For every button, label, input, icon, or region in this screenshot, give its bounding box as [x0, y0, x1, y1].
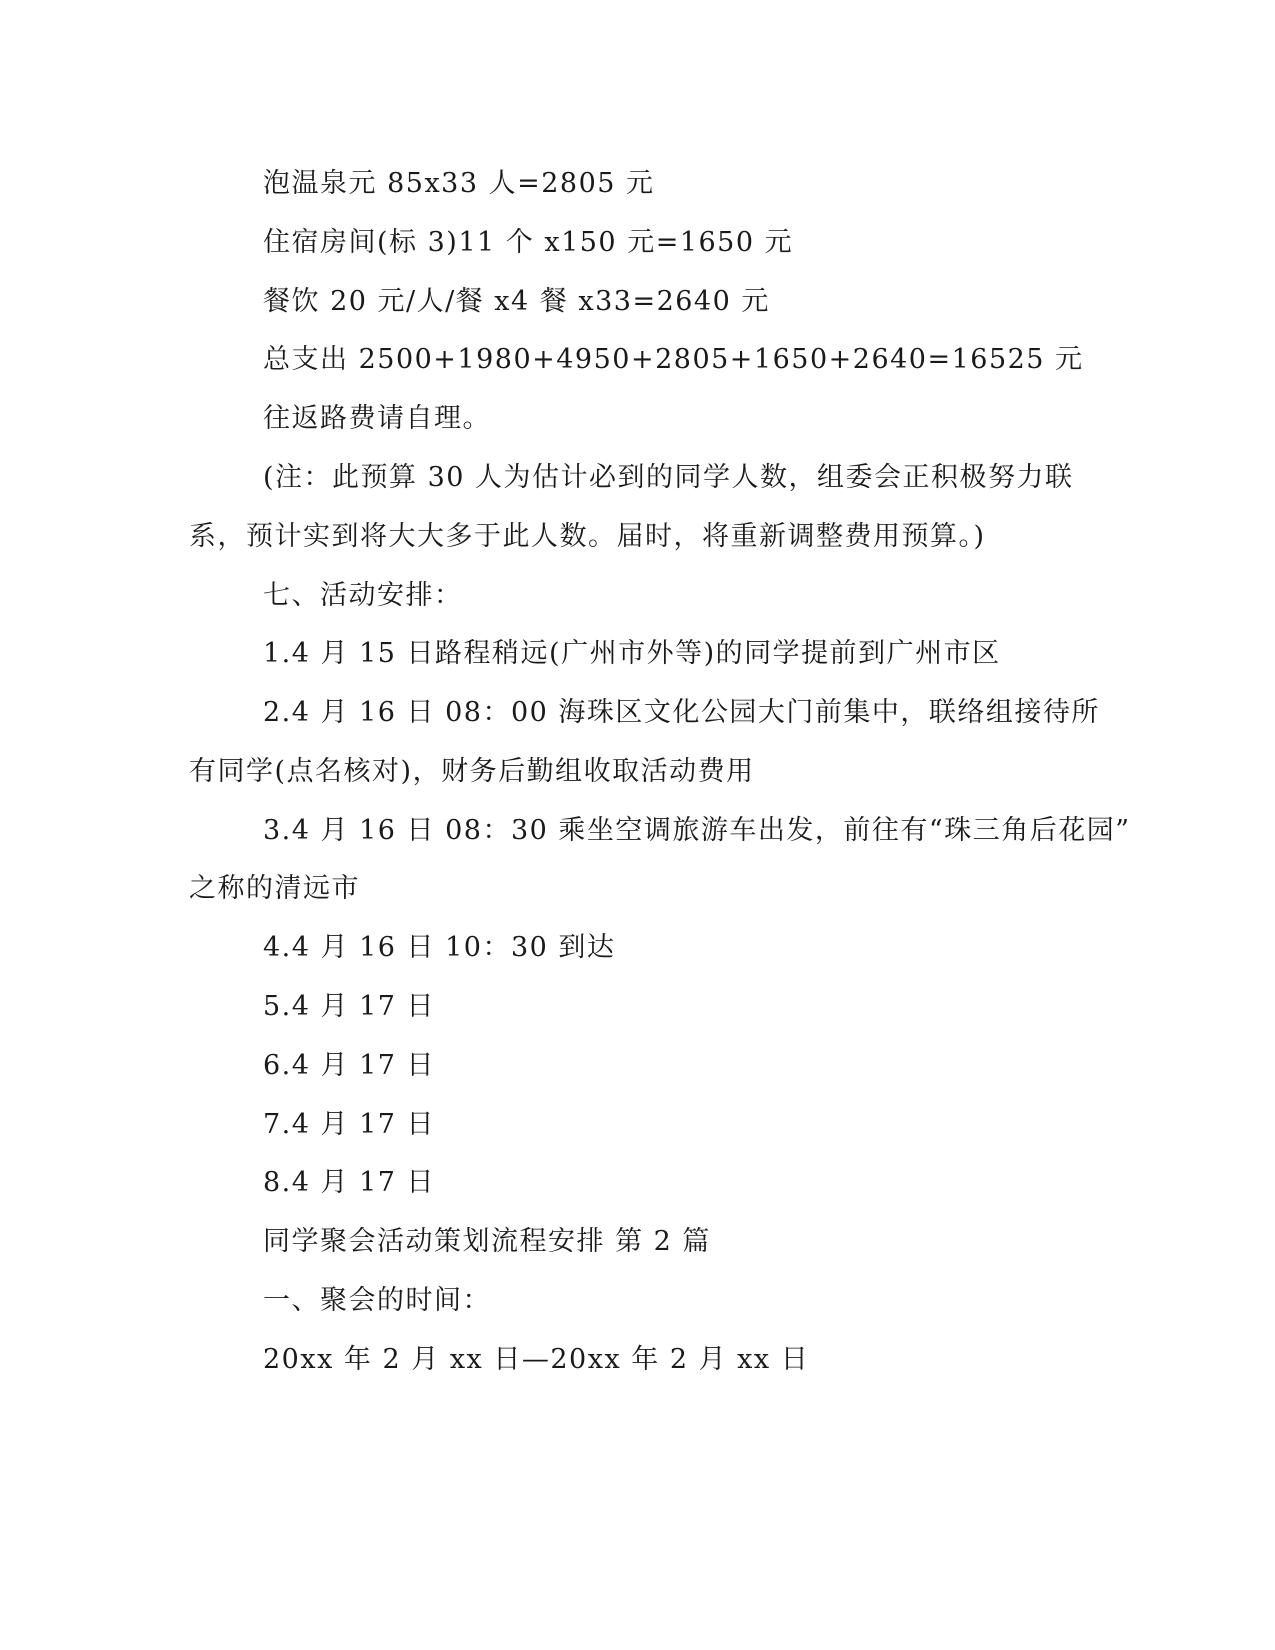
schedule-item-2-line-1: 2.4 月 16 日 08：00 海珠区文化公园大门前集中，联络组接待所 [263, 697, 1100, 728]
gathering-date-range: 20xx 年 2 月 xx 日—20xx 年 2 月 xx 日 [263, 1344, 810, 1375]
schedule-item-1: 1.4 月 15 日路程稍远(广州市外等)的同学提前到广州市区 [263, 638, 1001, 669]
article-title-part-2: 同学聚会活动策划流程安排 第 2 篇 [263, 1226, 711, 1257]
cost-meals: 餐饮 20 元/人/餐 x4 餐 x33=2640 元 [263, 286, 770, 317]
budget-note-line-2: 系，预计实到将大大多于此人数。届时，将重新调整费用预算。) [189, 521, 986, 552]
schedule-item-7: 7.4 月 17 日 [263, 1109, 436, 1140]
cost-accommodation: 住宿房间(标 3)11 个 x150 元=1650 元 [263, 227, 794, 258]
section-heading-activities: 七、活动安排： [263, 580, 463, 611]
section-heading-time: 一、聚会的时间： [263, 1285, 491, 1316]
cost-hot-spring: 泡温泉元 85x33 人=2805 元 [263, 168, 655, 199]
schedule-item-3-line-1: 3.4 月 16 日 08：30 乘坐空调旅游车出发，前往有“珠三角后花园” [263, 815, 1131, 846]
travel-expense-note: 往返路费请自理。 [263, 403, 491, 434]
schedule-item-5: 5.4 月 17 日 [263, 991, 436, 1022]
schedule-item-8: 8.4 月 17 日 [263, 1167, 436, 1198]
schedule-item-3-line-2: 之称的清远市 [189, 873, 360, 904]
budget-note-line-1: (注：此预算 30 人为估计必到的同学人数，组委会正积极努力联 [263, 462, 1074, 493]
cost-total: 总支出 2500+1980+4950+2805+1650+2640=16525 元 [263, 344, 1084, 375]
schedule-item-4: 4.4 月 16 日 10：30 到达 [263, 932, 616, 963]
schedule-item-6: 6.4 月 17 日 [263, 1050, 436, 1081]
schedule-item-2-line-2: 有同学(点名核对)，财务后勤组收取活动费用 [189, 756, 755, 787]
